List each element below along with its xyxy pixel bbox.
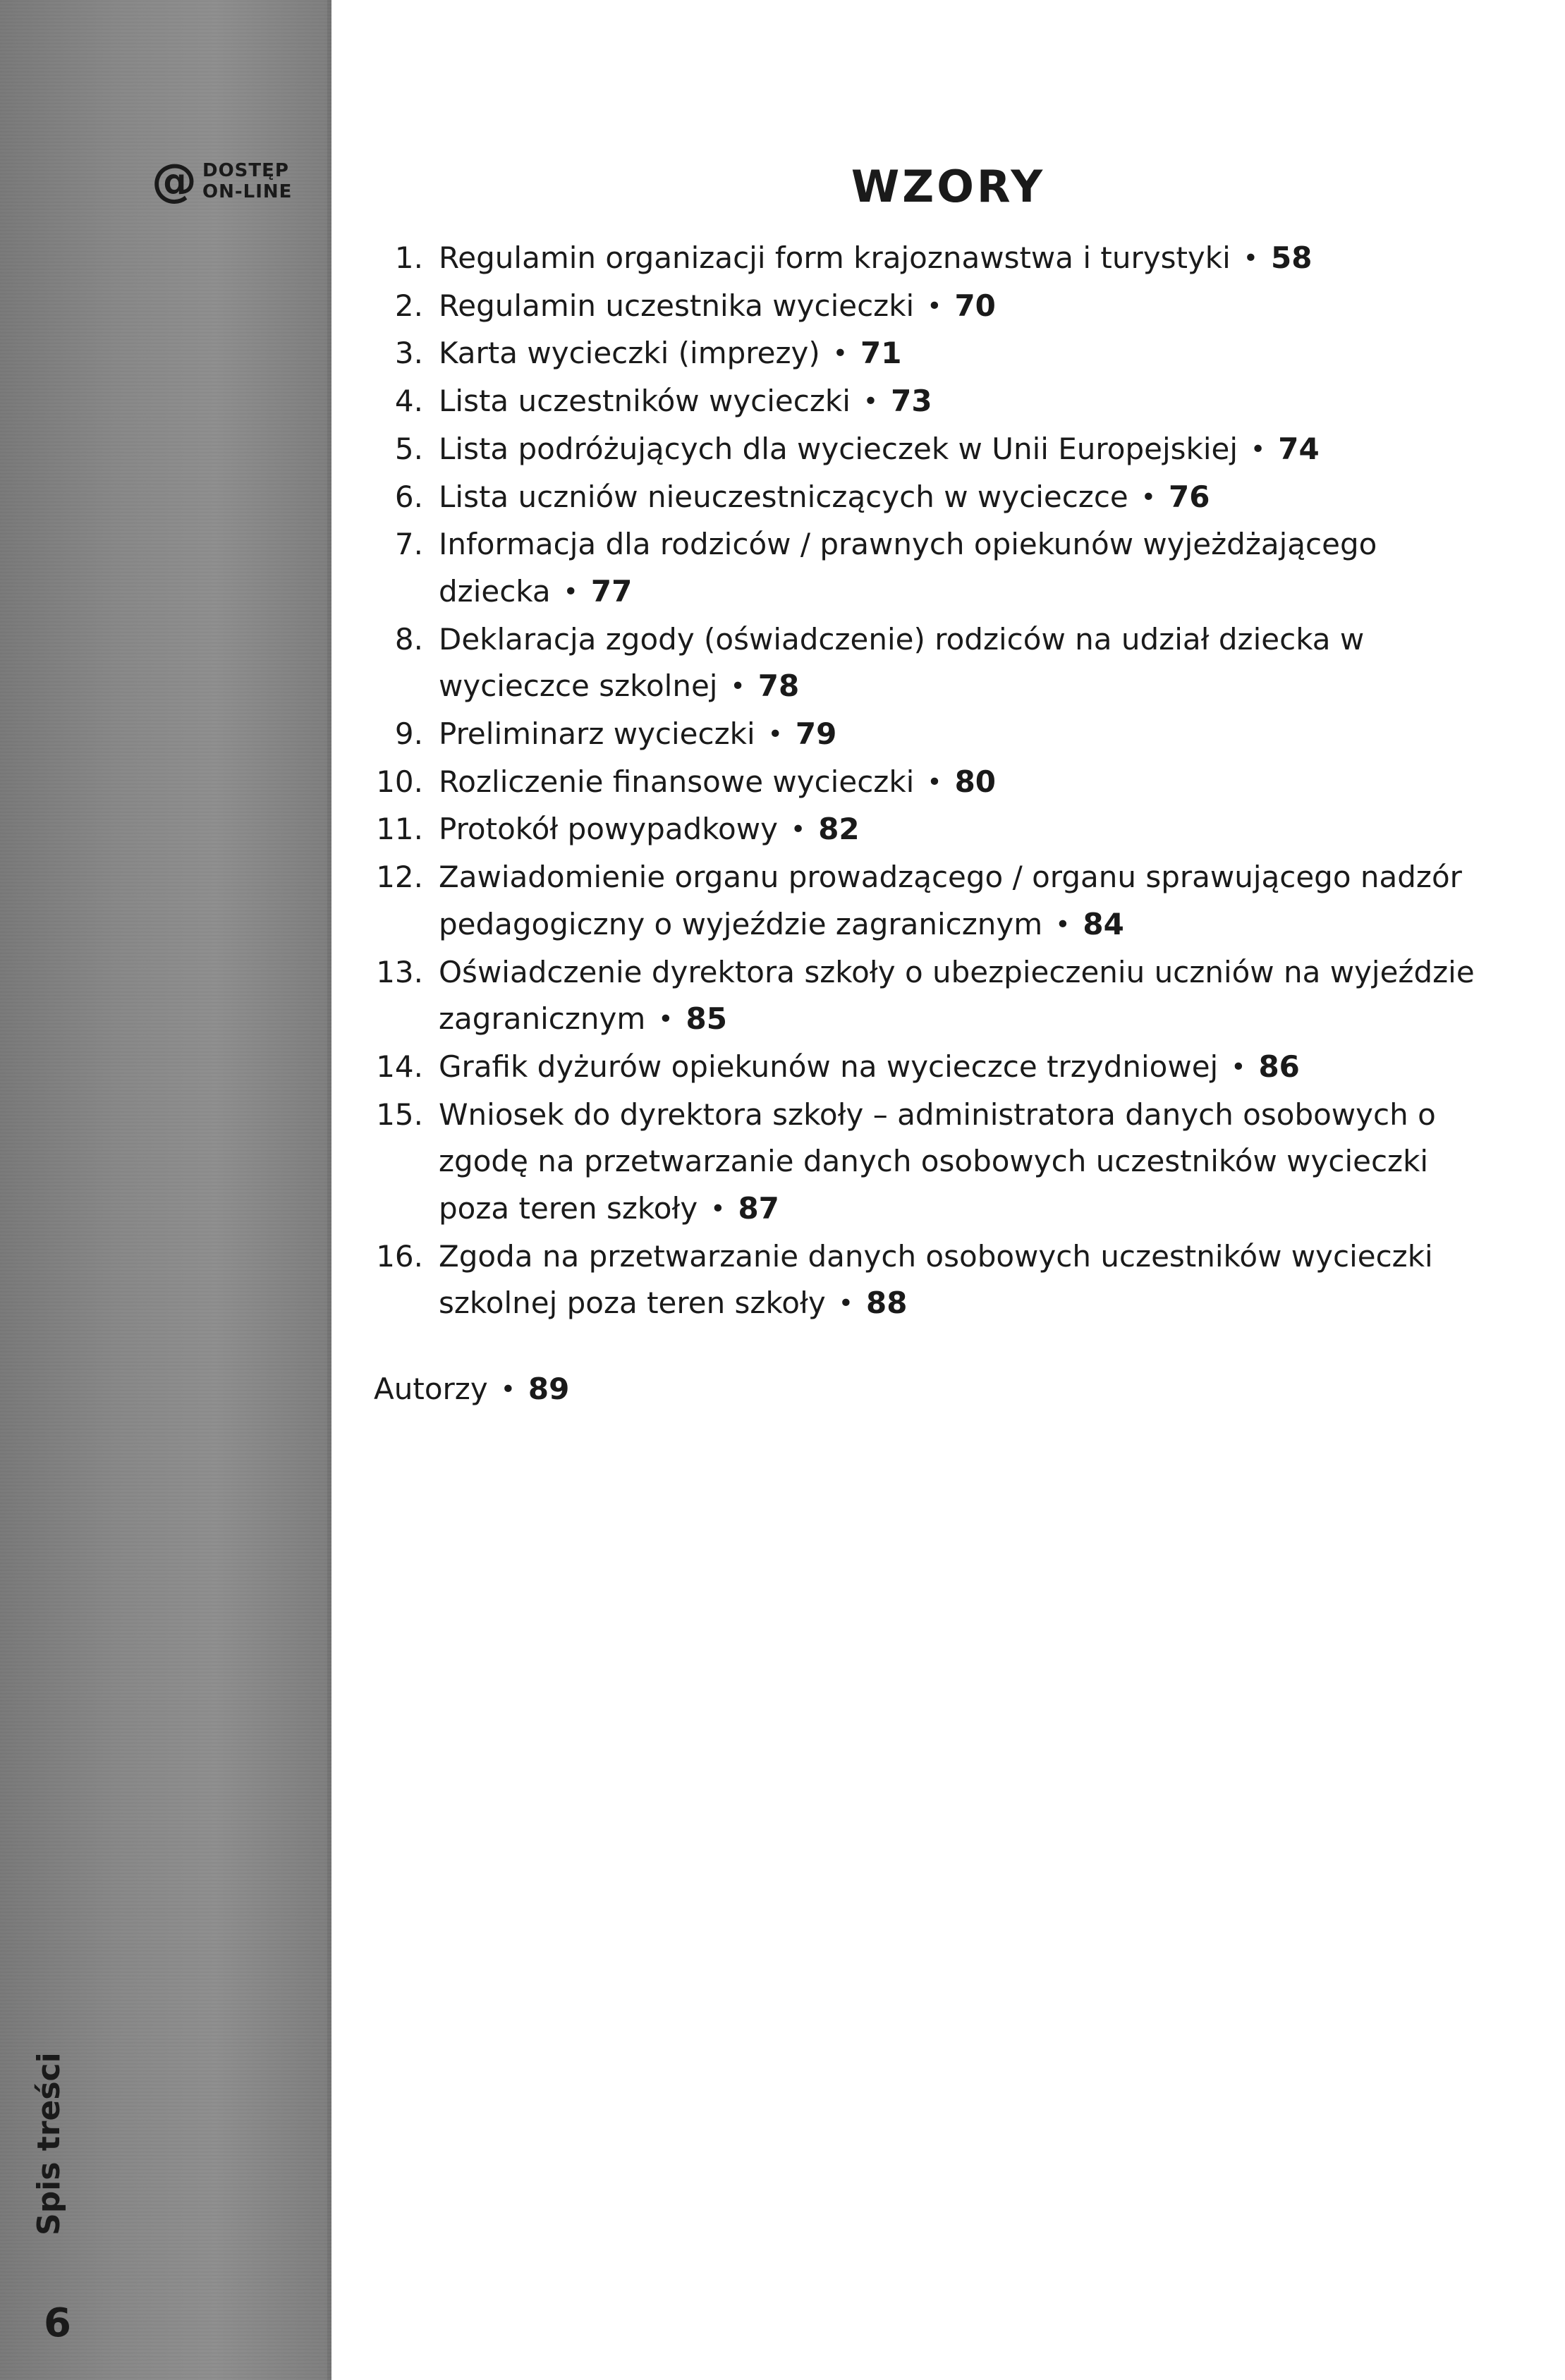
toc-item-number: 5.: [394, 431, 423, 466]
toc-item-number: 9.: [394, 716, 423, 752]
authors-label: Autorzy: [374, 1372, 488, 1406]
bullet-icon: •: [863, 387, 879, 417]
toc-item-title: Oświadczenie dyrektora szkoły o ubezpieczeniu uczniów na wyjeździe zagranicznym: [439, 954, 1475, 1037]
toc-item: [374, 806, 1488, 854]
toc-item-title: Zawiadomienie organu prowadzącego / organu sprawującego nadzór pedagogiczny o wyjeździe zagranicznym: [439, 860, 1462, 941]
bullet-icon: •: [838, 1289, 854, 1319]
toc-item-title: Rozliczenie finansowe wycieczki: [439, 764, 915, 799]
toc-item-body: [439, 283, 1488, 331]
toc-item-title: Informacja dla rodziców / prawnych opiekunów wyjeżdżającego dziecka: [439, 527, 1377, 609]
toc-item-body: [439, 616, 1488, 711]
bullet-icon: •: [927, 291, 942, 321]
toc-item-number: 15.: [376, 1097, 423, 1132]
toc-item-page-number: 77: [590, 573, 633, 609]
toc-item-body: [439, 426, 1488, 474]
toc-item: [374, 474, 1488, 522]
toc-item-body: [439, 330, 1488, 378]
bullet-icon: •: [658, 1005, 674, 1035]
section-title: WZORY: [851, 161, 1046, 212]
toc-item-number: 7.: [394, 527, 423, 562]
toc-item-title: Preliminarz wycieczki: [439, 716, 755, 752]
toc-item-page-number: 76: [1169, 479, 1210, 514]
toc-item-page-number: 85: [686, 1001, 727, 1037]
toc-item-title: Grafik dyżurów opiekunów na wycieczce trzydniowej: [439, 1049, 1219, 1084]
toc-item-page-number: 71: [860, 336, 902, 371]
toc-item-number: 12.: [376, 860, 423, 895]
toc-item-number: 3.: [394, 336, 423, 371]
toc-item-number: 1.: [394, 240, 423, 275]
toc-item: [374, 711, 1488, 759]
toc-item: [374, 616, 1488, 711]
bullet-icon: •: [790, 815, 806, 845]
toc-item-body: [439, 521, 1488, 616]
toc-item-number: 8.: [394, 621, 423, 657]
toc-item: [374, 330, 1488, 378]
toc-item-number: 6.: [394, 479, 423, 514]
bullet-icon: •: [710, 1195, 726, 1224]
sidebar-strip: [0, 0, 331, 2380]
toc-item-body: [439, 711, 1488, 759]
toc-item: [374, 854, 1488, 948]
bullet-icon: •: [563, 577, 578, 606]
toc-item-page-number: 70: [954, 288, 996, 323]
toc-item: [374, 235, 1488, 283]
toc-item-number: 13.: [376, 954, 423, 989]
bullet-icon: •: [767, 720, 783, 750]
toc-item-page-number: 80: [954, 764, 997, 799]
page-number: 6: [44, 2300, 71, 2346]
toc-item-page-number: 84: [1083, 906, 1124, 941]
bullet-icon: •: [730, 672, 745, 702]
toc-item-title: Regulamin organizacji form krajoznawstwa i turystyki: [439, 240, 1231, 275]
toc-item-title: Karta wycieczki (imprezy): [439, 336, 820, 371]
toc-item-body: [439, 1092, 1488, 1233]
toc-item-number: 10.: [376, 764, 423, 799]
toc-item-number: 4.: [394, 384, 423, 419]
toc-item: [374, 283, 1488, 331]
toc-item: [374, 1092, 1488, 1233]
at-icon: @: [152, 155, 197, 207]
toc-list: [374, 235, 1488, 1328]
toc-item-page-number: 74: [1278, 431, 1320, 466]
toc-item-number: 2.: [394, 288, 423, 323]
online-access-line1: DOSTĘP: [202, 160, 289, 181]
authors-entry: [374, 1366, 569, 1414]
online-access-badge: [152, 155, 293, 207]
toc-item-number: 14.: [376, 1049, 423, 1084]
toc-item-body: [439, 759, 1488, 807]
toc-item-page-number: 86: [1258, 1049, 1300, 1084]
toc-item-page-number: 87: [738, 1191, 779, 1226]
toc-item-title: Lista uczestników wycieczki: [439, 384, 851, 419]
toc-item-page-number: 58: [1271, 240, 1313, 275]
toc-item: [374, 759, 1488, 807]
toc-item-number: 16.: [376, 1238, 423, 1274]
toc-item-body: [439, 235, 1488, 283]
bullet-icon: •: [1231, 1052, 1246, 1082]
toc-item-body: [439, 378, 1488, 426]
toc-item: [374, 1233, 1488, 1328]
bullet-icon: •: [1243, 244, 1259, 273]
toc-item-page-number: 82: [818, 812, 860, 847]
bullet-icon: •: [927, 767, 942, 797]
toc-item: [374, 521, 1488, 616]
toc-item-body: [439, 949, 1488, 1044]
toc-item-number: 11.: [376, 812, 423, 847]
toc-item-page-number: 78: [757, 669, 800, 704]
toc-item-title: Deklaracja zgody (oświadczenie) rodziców na udział dziecka w wycieczce szkolnej: [439, 621, 1365, 704]
online-access-label: [202, 160, 292, 202]
toc-item-body: [439, 1233, 1488, 1328]
toc-item-body: [439, 1044, 1488, 1092]
bullet-icon: •: [1140, 482, 1157, 512]
bullet-icon: •: [1250, 434, 1266, 464]
toc-item-title: Lista podróżujących dla wycieczek w Unii Europejskiej: [439, 431, 1238, 466]
toc-item-page-number: 79: [795, 716, 837, 752]
toc-item: [374, 378, 1488, 426]
toc-item-body: [439, 854, 1488, 948]
toc-item-title: Zgoda na przetwarzanie danych osobowych uczestników wycieczki szkolnej poza teren szkoły: [439, 1238, 1433, 1321]
bullet-icon: •: [832, 339, 848, 369]
toc-item-body: [439, 474, 1488, 522]
toc-item: [374, 949, 1488, 1044]
toc-item-title: Lista uczniów nieuczestniczących w wycieczce: [439, 479, 1128, 514]
toc-item-title: Wniosek do dyrektora szkoły – administratora danych osobowych o zgodę na przetwarzanie danych osobowych uczestników wycieczki poza teren szkoły: [439, 1097, 1436, 1226]
bullet-icon: •: [1055, 910, 1071, 939]
toc-item-page-number: 73: [891, 384, 932, 419]
toc-item: [374, 1044, 1488, 1092]
online-access-line2: ON-LINE: [202, 181, 293, 202]
authors-page-number: 89: [528, 1372, 570, 1406]
toc-item-title: Protokół powypadkowy: [439, 812, 778, 847]
bullet-icon: •: [500, 1375, 516, 1404]
toc-item-body: [439, 806, 1488, 854]
toc-item-page-number: 88: [866, 1286, 908, 1321]
section-side-label: Spis treści: [31, 2052, 67, 2235]
toc-item: [374, 426, 1488, 474]
toc-item-title: Regulamin uczestnika wycieczki: [439, 288, 915, 323]
